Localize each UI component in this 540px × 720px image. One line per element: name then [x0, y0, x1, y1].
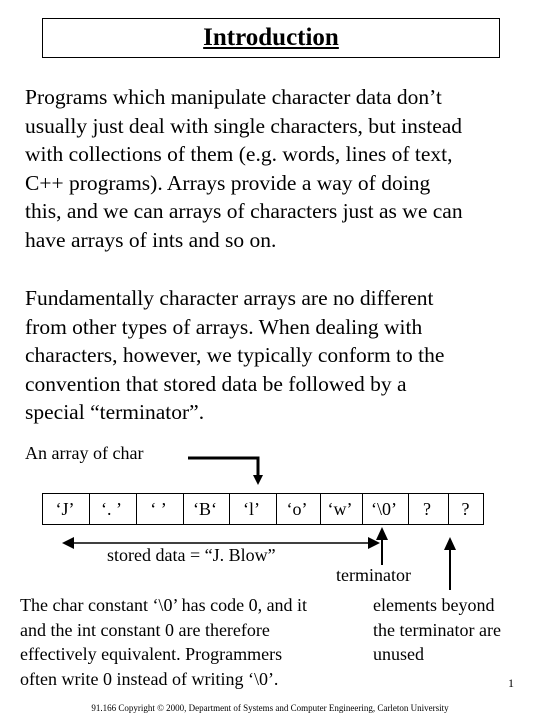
page-title: Introduction [203, 24, 339, 51]
unused-elements-note [373, 593, 501, 667]
paragraph-line: characters, however, we typically conform to the [25, 343, 445, 368]
paragraph-line: C++ programs). Arrays provide a way of doing [25, 170, 431, 195]
note-line: and the int constant 0 are therefore [20, 619, 270, 640]
paragraph-line: Programs which manipulate character data don’t [25, 85, 442, 109]
note-line: unused [373, 644, 424, 664]
note-line: the terminator are [373, 619, 501, 640]
terminator-arrow [376, 527, 388, 565]
stored-data-label: stored data = “J. Blow” [107, 545, 276, 565]
paragraph-line: convention that stored data be followed by a [25, 371, 407, 396]
array-cell: ‘B‘ [193, 498, 217, 519]
paragraph-line: this, and we can arrays of characters just as we can [25, 199, 463, 224]
unused-elements-arrow [444, 537, 456, 590]
page-number: 1 [508, 676, 514, 690]
array-cell: ? [423, 498, 431, 519]
array-cell: ‘w’ [327, 498, 353, 519]
array-cell: ‘l’ [243, 498, 260, 519]
note-line: The char constant ‘\0’ has code 0, and it [20, 595, 308, 615]
terminator-label: terminator [336, 565, 411, 585]
note-line: elements beyond [373, 595, 495, 615]
caption-pointer-arrow [188, 458, 258, 480]
array-cell: ‘ ’ [150, 498, 167, 519]
paragraph-line: special “terminator”. [25, 400, 205, 425]
paragraph-line: have arrays of ints and so on. [25, 227, 277, 252]
note-line: effectively equivalent. Programmers [20, 644, 283, 664]
paragraph-line: Fundamentally character arrays are no different [25, 286, 434, 310]
paragraph-line: with collections of them (e.g. words, lines of text, [25, 142, 453, 167]
array-caption: An array of char [25, 443, 144, 463]
paragraph-line: usually just deal with single characters, but instead [25, 113, 463, 138]
char-constant-note [20, 593, 307, 691]
note-line: often write 0 instead of writing ‘\0’. [20, 668, 279, 689]
footer: 91.166 Copyright © 2000, Department of Systems and Computer Engineering, Carleton University [91, 703, 449, 713]
array-cell: ‘\0’ [371, 498, 397, 519]
array-cell: ‘. ’ [101, 498, 122, 519]
array-cell: ? [461, 498, 470, 519]
array-cell: ‘J’ [55, 498, 75, 519]
paragraph-line: from other types of arrays. When dealing with [25, 314, 423, 339]
array-cell: ‘o’ [286, 498, 308, 519]
